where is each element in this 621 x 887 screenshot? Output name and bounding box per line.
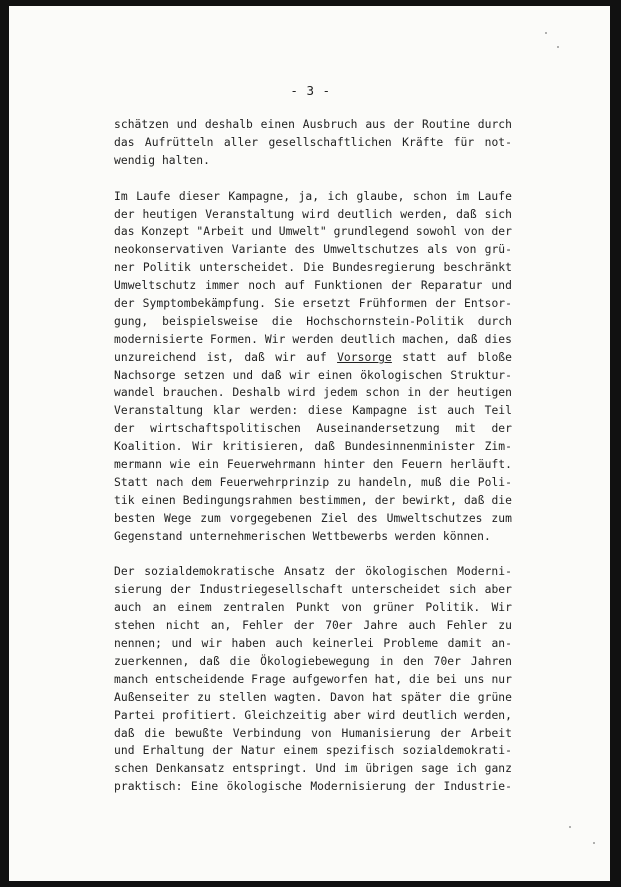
text-line: stehen nicht an, Fehler der 70er Jahre auch Fehler zu	[114, 619, 512, 633]
text-line: Veranstaltung klar werden: diese Kampagne ist auch Teil	[114, 404, 512, 418]
paragraph-2	[114, 188, 512, 546]
text-line: Gegenstand unternehmerischen Wettbewerbs werden können.	[114, 529, 491, 543]
text-line: schen Denkansatz entspringt. Und im übrigen sage ich ganz	[114, 762, 512, 776]
text-line: das Konzept "Arbeit und Umwelt" grundlegend sowohl von der	[114, 225, 512, 239]
text-line: Der sozialdemokratische Ansatz der ökologischen Moderni-	[114, 565, 512, 579]
text-line: Koalition. Wir kritisieren, daß Bundesinnenminister Zim-	[114, 440, 512, 454]
text-line: Partei profitiert. Gleichzeitig aber wird deutlich werden,	[114, 708, 512, 722]
paragraph-1	[114, 116, 512, 170]
text-line: manch entscheidende Frage aufgeworfen hat, die bei uns nur	[114, 672, 512, 686]
text-line: wandel brauchen. Deshalb wird jedem schon in der heutigen	[114, 386, 512, 400]
page-number: - 3 -	[290, 83, 331, 98]
text-line: sierung der Industriegesellschaft unterscheidet sich aber	[114, 583, 512, 597]
text-line: auch an einem zentralen Punkt von grüner Politik. Wir	[114, 601, 512, 615]
text-line: besten Wege zum vorgegebenen Ziel des Umweltschutzes zum	[114, 511, 512, 525]
text-line: praktisch: Eine ökologische Modernisierung der Industrie-	[114, 780, 512, 794]
text-line: wendig halten.	[114, 153, 210, 167]
text-line: Statt nach dem Feuerwehrprinzip zu handeln, muß die Poli-	[114, 475, 512, 489]
text-line: Nachsorge setzen und daß wir einen ökologischen Struktur-	[114, 368, 512, 382]
text-line: Außenseiter zu stellen wagten. Davon hat später die grüne	[114, 690, 512, 704]
scan-speck	[569, 826, 571, 828]
text-line: schätzen und deshalb einen Ausbruch aus der Routine durch	[114, 118, 512, 131]
text-line: Im Laufe dieser Kampagne, ja, ich glaube, schon im Laufe	[114, 189, 512, 203]
underlined-word: Vorsorge	[337, 350, 392, 364]
text-line: nennen; und wir haben auch keinerlei Probleme damit an-	[114, 637, 512, 651]
text-line: daß die bewußte Verbindung von Humanisierung der Arbeit	[114, 726, 512, 740]
text-line: ner Politik unterscheidet. Die Bundesregierung beschränkt	[114, 261, 512, 275]
text-line: gung, beispielsweise die Hochschornstein-Politik durch	[114, 314, 512, 328]
text-line: Umweltschutz immer noch auf Funktionen der Reparatur und	[114, 279, 512, 293]
scan-speck	[545, 32, 547, 34]
text-line-with-underline: unzureichend ist, daß wir auf Vorsorge statt auf bloße	[114, 350, 513, 364]
text-line: und Erhaltung der Natur einem spezifisch sozialdemokrati-	[114, 744, 512, 758]
paragraph-3	[114, 563, 512, 796]
text-line: neokonservativen Variante des Umweltschutzes als von grü-	[114, 243, 512, 257]
text-line: der heutigen Veranstaltung wird deutlich werden, daß sich	[114, 207, 512, 221]
text-line: der Symptombekämpfung. Sie ersetzt Frühformen der Entsor-	[114, 297, 512, 311]
text-line: zuerkennen, daß die Ökologiebewegung in den 70er Jahren	[114, 654, 512, 668]
text-line: modernisierte Formen. Wir werden deutlich machen, daß dies	[114, 332, 512, 346]
text-line: der wirtschaftspolitischen Auseinandersetzung mit der	[114, 422, 512, 436]
text-line: tik einen Bedingungsrahmen bestimmen, der bewirkt, daß die	[114, 493, 512, 507]
text-line: das Aufrütteln aller gesellschaftlichen Kräfte für not-	[114, 135, 512, 149]
scan-speck	[593, 842, 595, 844]
scan-speck	[557, 46, 559, 48]
document-body	[114, 116, 512, 814]
text-line: mermann wie ein Feuerwehrmann hinter den Feuern herläuft.	[114, 458, 512, 472]
